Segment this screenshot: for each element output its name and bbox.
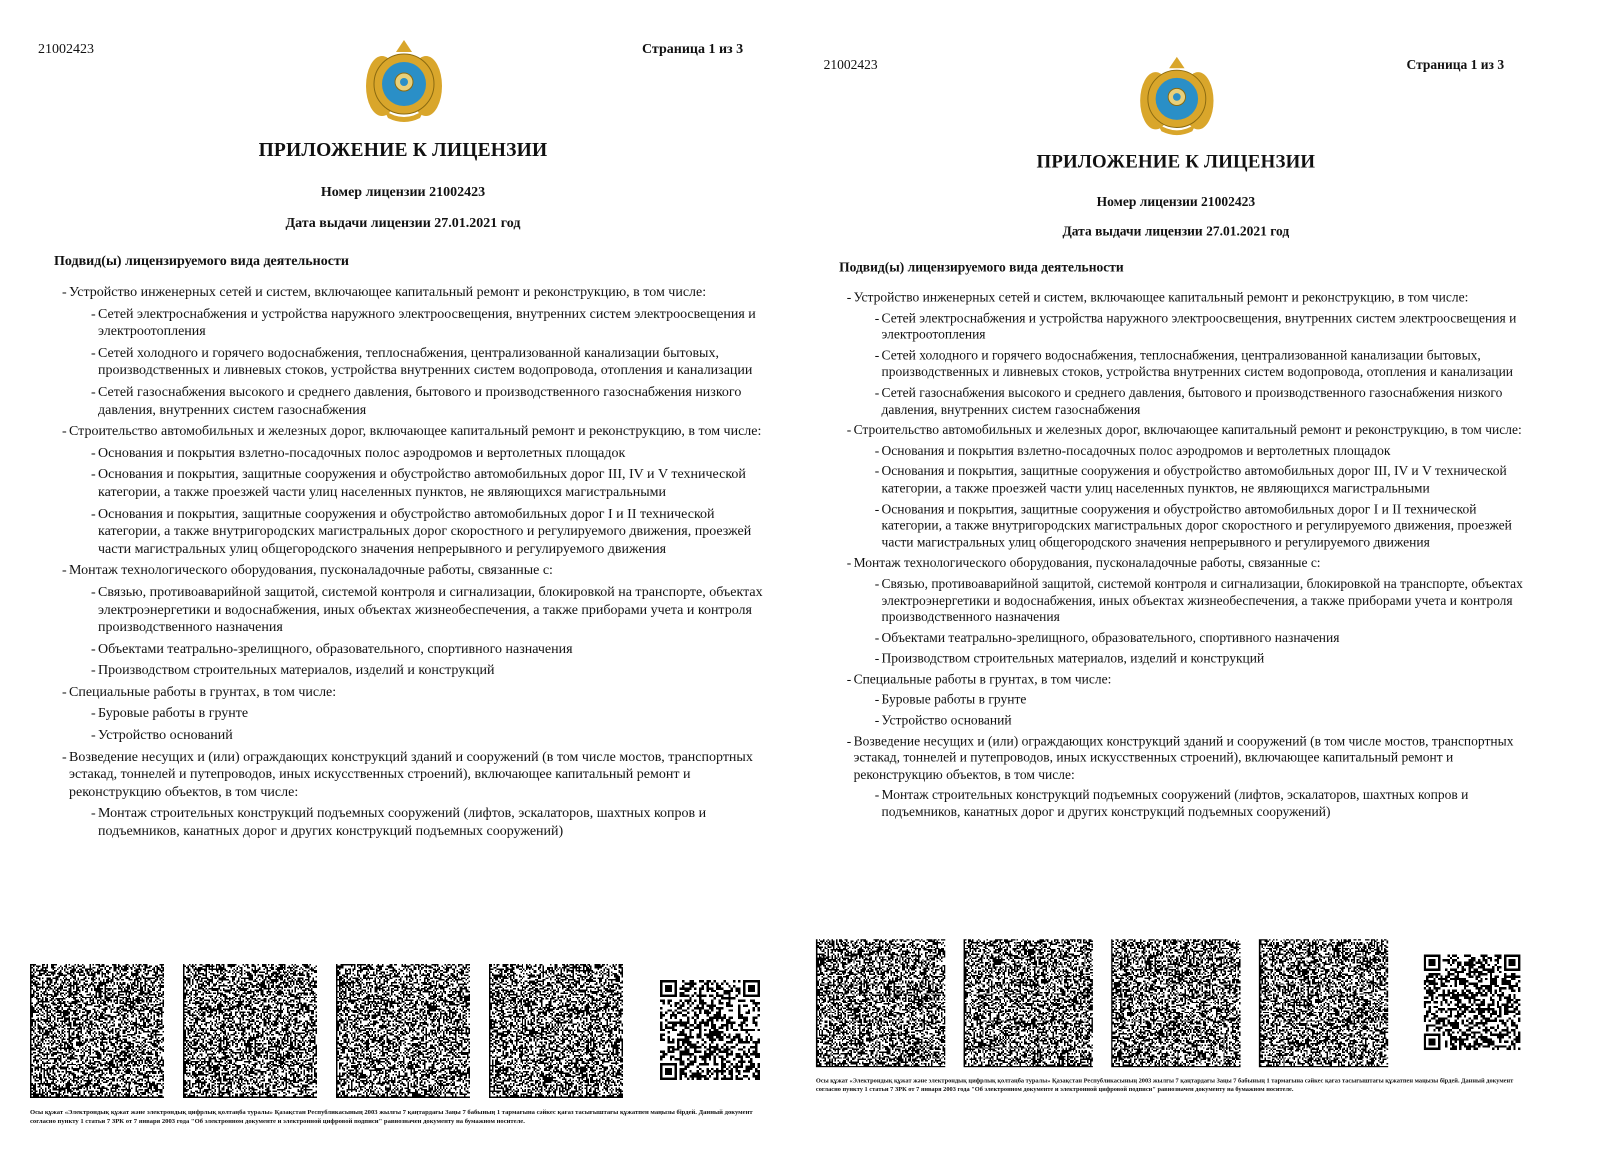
activity-subitem — [847, 692, 1532, 709]
list-dash: - — [846, 290, 852, 306]
activity-subitem — [62, 306, 772, 341]
activity-subitem-label: Основания и покрытия, защитные сооружения и обустройство автомобильных дорог III, IV и V технической категории, а также проезжей части улиц населенных пунктов, не являющихся магистральными — [881, 464, 1507, 497]
list-dash: - — [874, 348, 880, 364]
list-dash: - — [874, 464, 880, 480]
activity-item — [62, 684, 772, 702]
document-number: 21002423 — [823, 58, 878, 74]
list-dash: - — [62, 285, 67, 300]
activity-subitem — [62, 584, 772, 637]
list-dash: - — [91, 506, 96, 522]
activity-label: Устройство инженерных сетей и систем, включающее капитальный ремонт и реконструкцию, в том числе: — [69, 285, 707, 300]
activity-list — [847, 290, 1532, 825]
document-page-right — [814, 53, 1538, 1113]
activity-subitem — [847, 713, 1532, 730]
activity-subitem — [62, 445, 772, 463]
activity-subitem-label: Устройство оснований — [881, 713, 1012, 729]
license-issue-date: Дата выдачи лицензии 27.01.2021 год — [1062, 224, 1290, 240]
activity-subitem-label: Сетей электроснабжения и устройства наружного электроосвещения, внутренних систем электроосвещения и электроотопления — [881, 311, 1517, 343]
page-indicator: Страница 1 из 3 — [642, 42, 744, 57]
list-dash: - — [874, 502, 880, 517]
datamatrix-code — [816, 939, 945, 1067]
list-dash: - — [874, 788, 880, 804]
activity-subitem-label: Сетей холодного и горячего водоснабжения, теплоснабжения, централизованной канализации бытовых, производственных и ливневых стоков, устройства внутренних систем водопровода, отопления и канализации — [98, 345, 753, 379]
activity-label: Строительство автомобильных и железных дорог, включающее капитальный ремонт и реконструкцию, в том числе: — [853, 423, 1522, 439]
activity-subitem — [847, 501, 1532, 551]
activity-label: Возведение несущих и (или) ограждающих конструкций зданий и сооружений (в том числе мостов, транспортных эстакад, тоннелей и путепроводов, иных искусственных строений), включающее капитальный ремонт и реконструкцию объектов, в том числе: — [853, 734, 1514, 783]
state-emblem-icon — [1136, 55, 1217, 137]
activity-label: Строительство автомобильных и железных дорог, включающее капитальный ремонт и реконструкцию, в том числе: — [69, 424, 762, 440]
activity-subitem — [62, 466, 772, 501]
activity-subitem — [62, 641, 772, 659]
list-dash: - — [874, 577, 880, 592]
activity-item — [62, 749, 772, 802]
activity-subitem-label: Монтаж строительных конструкций подъемных сооружений (лифтов, эскалаторов, шахтных копров и подъемников, канатных дорог и других конструкций подъемных сооружений) — [881, 788, 1469, 820]
activity-list — [62, 284, 772, 845]
activity-subitem-label: Сетей газоснабжения высокого и среднего давления, бытового и производственного газоснабжения низкого давления, внутренних систем газоснабжения — [98, 384, 742, 418]
activity-subitem-label: Производством строительных материалов, изделий и конструкций — [98, 663, 495, 679]
activity-subitem-label: Монтаж строительных конструкций подъемных сооружений (лифтов, эскалаторов, шахтных копров и подъемников, канатных дорог и других конструкций подъемных сооружений) — [98, 806, 707, 840]
list-dash: - — [874, 631, 880, 646]
activity-label: Устройство инженерных сетей и систем, включающее капитальный ремонт и реконструкцию, в том числе: — [853, 290, 1469, 306]
qr-code — [660, 980, 760, 1080]
activity-subtitle: Подвид(ы) лицензируемого вида деятельности — [54, 254, 349, 269]
list-dash: - — [91, 384, 96, 400]
activity-subitem-label: Объектами театрально-зрелищного, образовательного, спортивного назначения — [881, 631, 1340, 646]
datamatrix-code — [30, 964, 164, 1098]
list-dash: - — [91, 663, 96, 679]
activity-subitem — [847, 576, 1532, 626]
activity-subitem-label: Буровые работы в грунте — [98, 706, 249, 722]
document-number: 21002423 — [38, 42, 94, 57]
datamatrix-code — [964, 939, 1093, 1067]
legal-footer: Осы құжат «Электрондық құжат және электрондық цифрлық қолтаңба туралы» Қазақстан Республикасының 2003 жылғы 7 қаңтардағы Заңы 7 бабының 1 тармағына сәйкес қағаз тасығыштағы құжатпен маңызы бірдей. Данный документ согласно пункту 1 статьи 7 ЗРК от 7 января 2003 года "Об электронном документе и электронной цифровой подписи" равнозначен документу на бумажном носителе. — [30, 1109, 753, 1125]
activity-subitem-label: Связью, противоаварийной защитой, системой контроля и сигнализации, блокировкой на транспорте, объектах электроэнергетики и водоснабжения, иных объектах жизнеобеспечения, а также приборами учета и контроля производственного назначения — [881, 577, 1523, 626]
activity-subitem-label: Основания и покрытия, защитные сооружения и обустройство автомобильных дорог III, IV и V технической категории, а также проезжей части улиц населенных пунктов, не являющихся магистральными — [98, 467, 746, 500]
document-title: ПРИЛОЖЕНИЕ К ЛИЦЕНЗИИ — [258, 140, 548, 161]
list-dash: - — [91, 641, 96, 657]
activity-subitem — [847, 651, 1532, 668]
list-dash: - — [874, 444, 880, 459]
datamatrix-code — [336, 964, 470, 1098]
activity-subitem — [62, 506, 772, 559]
document-title: ПРИЛОЖЕНИЕ К ЛИЦЕНЗИИ — [1036, 152, 1316, 173]
activity-subitem-label: Буровые работы в грунте — [881, 693, 1027, 708]
activity-label: Монтаж технологического оборудования, пусконаладочные работы, связанные с: — [853, 556, 1321, 571]
activity-subitem — [847, 443, 1532, 460]
list-dash: - — [874, 652, 880, 667]
activity-subitem — [62, 662, 772, 680]
activity-label: Специальные работы в грунтах, в том числе: — [69, 684, 337, 700]
activity-subitem — [847, 310, 1532, 344]
list-dash: - — [874, 713, 880, 729]
list-dash: - — [62, 424, 67, 440]
activity-subitem-label: Связью, противоаварийной защитой, системой контроля и сигнализации, блокировкой на транспорте, объектах электроэнергетики и водоснабжения, иных объектах жизнеобеспечения, а также приборами учета и контроля производственного назначения — [98, 584, 763, 636]
datamatrix-code — [1111, 939, 1240, 1067]
page-indicator: Страница 1 из 3 — [1406, 58, 1505, 74]
activity-subitem-label: Сетей электроснабжения и устройства наружного электроосвещения, внутренних систем электроосвещения и электроотопления — [98, 306, 756, 340]
activity-label: Возведение несущих и (или) ограждающих конструкций зданий и сооружений (в том числе мостов, транспортных эстакад, тоннелей и путепроводов, иных искусственных строений), включающее капитальный ремонт и реконструкцию объектов, в том числе: — [69, 749, 753, 800]
list-dash: - — [874, 693, 880, 708]
activity-subitem — [847, 788, 1532, 822]
list-dash: - — [91, 706, 96, 722]
list-dash: - — [846, 423, 852, 439]
list-dash: - — [91, 806, 96, 822]
list-dash: - — [846, 672, 852, 688]
activity-subitem — [62, 705, 772, 723]
activity-subitem — [847, 385, 1532, 419]
activity-subitem — [847, 348, 1532, 382]
activity-subitem — [847, 464, 1532, 498]
datamatrix-code — [489, 964, 623, 1098]
activity-subitem-label: Основания и покрытия взлетно-посадочных полос аэродромов и вертолетных площадок — [98, 445, 626, 461]
list-dash: - — [91, 445, 96, 461]
license-number: Номер лицензии 21002423 — [320, 185, 486, 200]
activity-item — [62, 423, 772, 441]
activity-subitem-label: Основания и покрытия взлетно-посадочных полос аэродромов и вертолетных площадок — [881, 444, 1391, 459]
activity-item — [62, 562, 772, 580]
activity-subtitle: Подвид(ы) лицензируемого вида деятельности — [839, 261, 1124, 276]
list-dash: - — [846, 556, 852, 571]
activity-label: Монтаж технологического оборудования, пусконаладочные работы, связанные с: — [69, 563, 553, 579]
state-emblem-icon — [362, 38, 446, 124]
activity-item — [847, 734, 1532, 784]
activity-subitem — [62, 727, 772, 745]
activity-subitem-label: Производством строительных материалов, изделий и конструкций — [881, 652, 1265, 667]
activity-item — [847, 290, 1532, 307]
activity-item — [62, 284, 772, 302]
list-dash: - — [91, 306, 96, 322]
activity-item — [847, 672, 1532, 689]
list-dash: - — [62, 749, 67, 765]
list-dash: - — [846, 734, 852, 749]
legal-footer: Осы құжат «Электрондық құжат және электрондық цифрлық қолтаңба туралы» Қазақстан Республикасының 2003 жылғы 7 қаңтардағы Заңы 7 бабының 1 тармағына сәйкес қағаз тасығыштағы құжатпен маңызы бірдей. Данный документ согласно пункту 1 статьи 7 ЗРК от 7 января 2003 года "Об электронном документе и электронной цифровой подписи" равнозначен документу на бумажном носителе. — [815, 1077, 1514, 1093]
qr-code — [1424, 955, 1521, 1051]
datamatrix-code — [183, 964, 317, 1098]
list-dash: - — [62, 684, 67, 700]
list-dash: - — [91, 345, 96, 361]
list-dash: - — [91, 728, 96, 744]
activity-subitem-label: Объектами театрально-зрелищного, образовательного, спортивного назначения — [98, 641, 573, 657]
activity-label: Специальные работы в грунтах, в том числе: — [853, 672, 1112, 688]
list-dash: - — [62, 563, 67, 579]
activity-subitem — [62, 384, 772, 419]
activity-subitem-label: Устройство оснований — [98, 728, 233, 744]
license-number: Номер лицензии 21002423 — [1096, 195, 1256, 210]
document-page-left — [28, 36, 778, 1146]
activity-subitem — [847, 630, 1532, 647]
list-dash: - — [91, 467, 96, 483]
list-dash: - — [874, 386, 880, 401]
activity-subitem — [62, 345, 772, 380]
activity-subitem-label: Сетей холодного и горячего водоснабжения, теплоснабжения, централизованной канализации бытовых, производственных и ливневых стоков, устройства внутренних систем водопровода, отопления и канализации — [881, 348, 1514, 380]
activity-item — [847, 423, 1532, 440]
license-issue-date: Дата выдачи лицензии 27.01.2021 год — [285, 216, 521, 231]
activity-subitem-label: Основания и покрытия, защитные сооружения и обустройство автомобильных дорог I и II технической категории, а также внутригородских магистральных дорог скоростного и регулируемого движения, проезжей части магистральных улиц общегородского значения непрерывного и регулируемого движения — [881, 502, 1512, 551]
activity-subitem-label: Основания и покрытия, защитные сооружения и обустройство автомобильных дорог I и II технической категории, а также внутригородских магистральных дорог скоростного и регулируемого движения, проезжей части магистральных улиц общегородского значения непрерывного и регулируемого движения — [98, 506, 752, 557]
datamatrix-code — [1259, 939, 1388, 1067]
activity-item — [847, 556, 1532, 573]
list-dash: - — [91, 584, 96, 600]
list-dash: - — [874, 311, 880, 326]
activity-subitem-label: Сетей газоснабжения высокого и среднего давления, бытового и производственного газоснабжения низкого давления, внутренних систем газоснабжения — [881, 386, 1503, 418]
activity-subitem — [62, 805, 772, 840]
